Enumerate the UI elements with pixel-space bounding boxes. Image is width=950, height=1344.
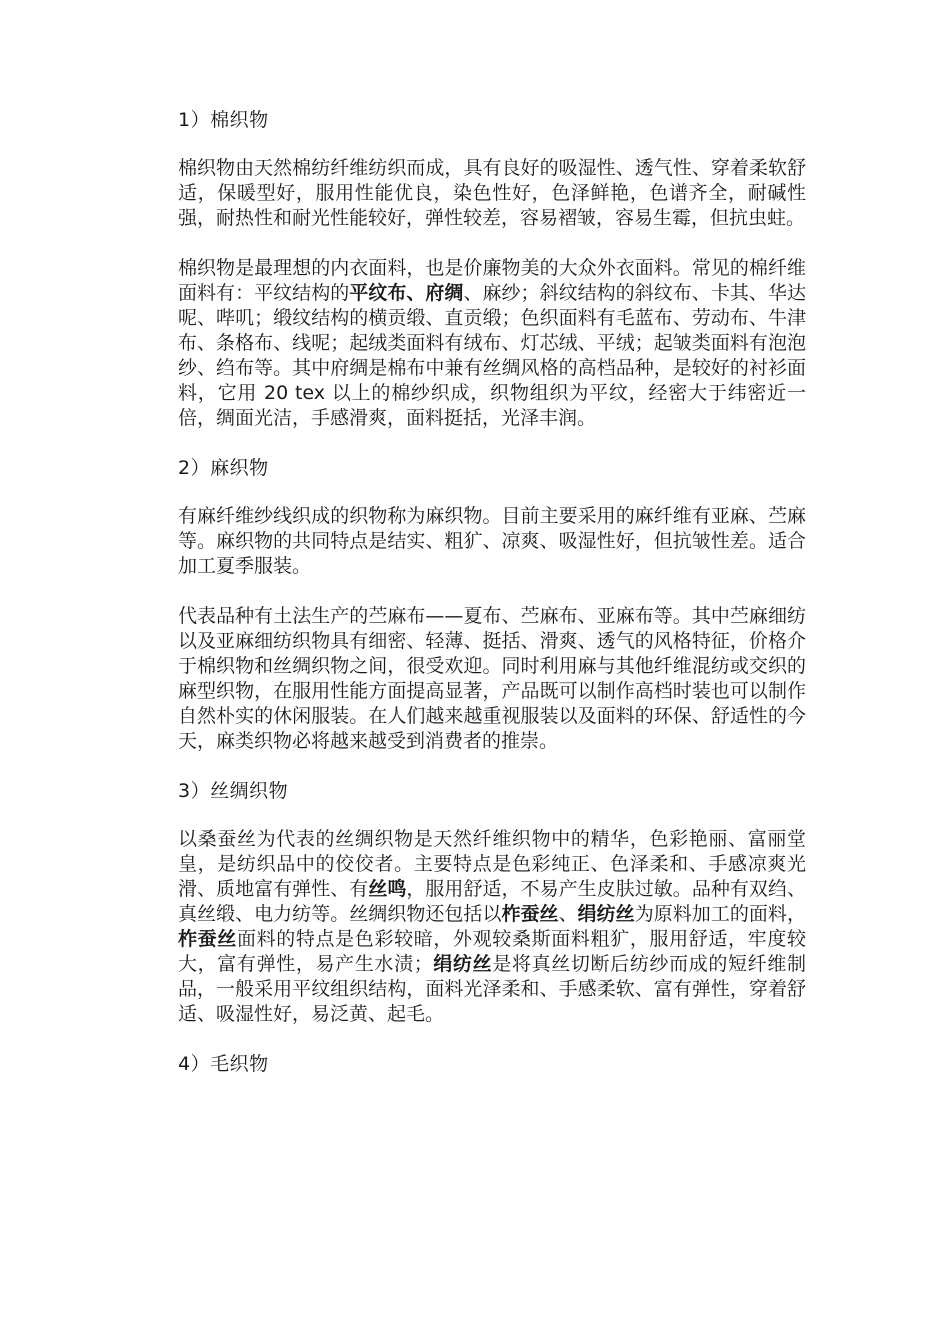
bold-separator: 、 [406,282,426,304]
cotton-paragraph-2 [178,256,806,431]
bold-term-spun-silk: 绢纺丝 [577,903,635,925]
silk-paragraph-1 [178,827,806,1027]
silk-p1-text-e: 为原料加工的面料， [634,903,806,925]
silk-p1-text-c: ，服用舒适，不易产生皮肤过敏。品种有双绉、真丝缎、电力纺等。丝绸织物还包括以 [178,878,806,925]
bold-term-tussah-silk-2: 柞蚕丝 [178,928,237,950]
silk-p1-text-g: 是将真丝切断后纺纱而成的短纤维制品，一般采用平纹组织结构，面料光泽柔和、手感柔软、富有弹性，穿着舒适、吸湿性好，易泛黄、起毛。 [178,953,806,1025]
cotton-p2-text-a: 棉织物是最理想的内衣面料，也是价廉物美的大众外衣面料。常见的棉纤维面料有：平纹结构的 [178,257,806,304]
cotton-p2-text-c: 、麻纱；斜纹结构的斜纹布、卡其、华达呢、哔叽；缎纹结构的横贡缎、直贡缎；色织面料有毛蓝布、劳动布、牛津布、条格布、线呢；起绒类面料有绒布、灯芯绒、平绒；起皱类面料有泡泡纱、绉布等。其中府绸是棉布中兼有丝绸风格的高档品种，是较好的衬衫面料，它用 20 tex 以上的棉纱织成，织物组织为平纹，经密大于纬密近一倍，绸面光洁，手感滑爽，面料挺括，光泽丰润。 [178,282,806,429]
bold-term-poplin: 府绸 [425,282,464,304]
section-heading-cotton: 1）棉织物 [178,109,269,131]
silk-p1-text-f: 面料的特点是色彩较暗，外观较桑斯面料粗犷，服用舒适，牢度较大，富有弹性，易产生水渍； [178,928,806,975]
section-heading-silk: 3）丝绸织物 [178,780,289,802]
linen-paragraph-2: 代表品种有土法生产的苎麻布——夏布、苎麻布、亚麻布等。其中苎麻细纺以及亚麻细纺织物具有细密、轻薄、挺括、滑爽、透气的风格特征，价格介于棉织物和丝绸织物之间，很受欢迎。同时利用麻与其他纤维混纺或交织的麻型织物，在服用性能方面提高显著，产品既可以制作高档时装也可以制作自然朴实的休闲服装。在人们越来越重视服装以及面料的环保、舒适性的今天，麻类织物必将越来越受到消费者的推崇。 [178,605,806,752]
bold-term-plain-cloth: 平纹布 [349,282,407,304]
bold-term-tussah-silk: 柞蚕丝 [501,903,559,925]
silk-p1-text-a: 以桑蚕丝为代表的丝绸织物是天然纤维织物中的精华，色彩艳丽、富丽堂皇，是纺织品中的佼佼者。主要特点是色彩纯正、色泽柔和、手感凉爽光滑、质地富有弹性、有 [178,828,806,900]
section-heading-wool: 4）毛织物 [178,1053,269,1075]
document-page [178,108,806,1100]
linen-paragraph-1: 有麻纤维纱线织成的织物称为麻织物。目前主要采用的麻纤维有亚麻、苎麻等。麻织物的共同特点是结实、粗犷、凉爽、吸湿性好，但抗皱性差。适合加工夏季服装。 [178,505,806,577]
silk-p1-text-d: 、 [558,903,578,925]
cotton-paragraph-1: 棉织物由天然棉纺纤维纺织而成，具有良好的吸湿性、透气性、穿着柔软舒适，保暖型好，服用性能优良，染色性好，色泽鲜艳，色谱齐全，耐碱性强，耐热性和耐光性能较好，弹性较差，容易褶皱，容易生霉，但抗虫蛀。 [178,157,806,229]
section-heading-linen: 2）麻织物 [178,457,269,479]
bold-term-silk-scroop: 丝鸣 [368,878,407,900]
bold-term-spun-silk-2: 绢纺丝 [432,953,493,975]
